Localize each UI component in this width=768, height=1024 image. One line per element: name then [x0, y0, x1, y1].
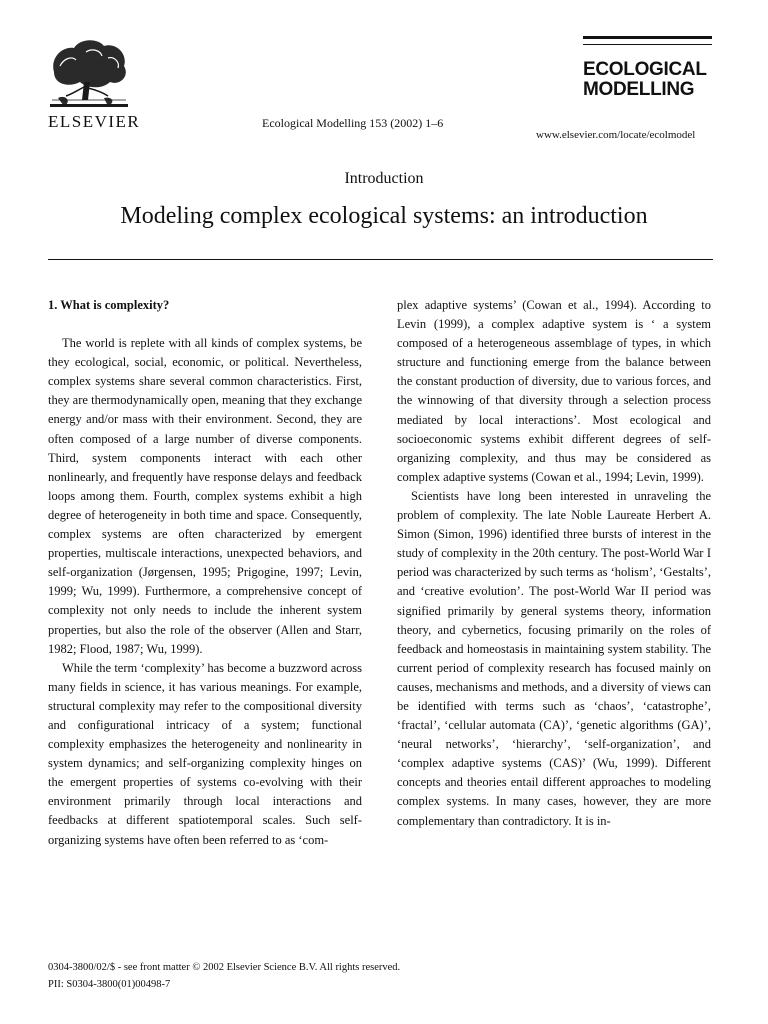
left-column: [48, 296, 362, 850]
paragraph: The world is replete with all kinds of complex systems, be they ecological, social, economic, or political. Nevertheless, complex systems share several common characteristics. First, they are thermodynamically open, meaning that they exchange energy and/or mass with their environment. Second, they are often composed of a large number of diverse components. Third, system components interact with each other nonlinearly, and frequently have response delays and feedback loops among them. Fourth, complex systems exhibit a high degree of heterogeneity in both time and space. Consequently, complex systems are often characterized by emergent properties, multiscale interactions, unexpected behaviors, and self-organization (Jørgensen, 1995; Prigogine, 1997; Levin, 1999; Wu, 1999). Furthermore, a comprehensive concept of complexity not only needs to include the inherent system properties, but also the role of the observer (Allen and Starr, 1982; Flood, 1987; Wu, 1999).: [48, 336, 362, 656]
journal-title-rule: [583, 36, 712, 39]
journal-title: [583, 60, 743, 100]
article-title: Modeling complex ecological systems: an introduction: [120, 203, 648, 229]
publisher-wordmark: ELSEVIER: [48, 112, 141, 131]
journal-title-line: MODELLING: [583, 79, 695, 100]
footer: [48, 959, 400, 993]
copyright-line: 0304-3800/02/$ - see front matter © 2002 Elsevier Science B.V. All rights reserved.: [48, 962, 401, 973]
journal-title-rule-thin: [583, 44, 712, 45]
journal-title-line: ECOLOGICAL: [583, 59, 707, 80]
section-heading: 1. What is complexity?: [48, 298, 170, 312]
journal-url[interactable]: www.elsevier.com/locate/ecolmodel: [536, 129, 696, 141]
elsevier-tree-logo: [46, 36, 132, 112]
paragraph: Scientists have long been interested in unraveling the problem of complexity. The late Noble Laureate Herbert A. Simon (Simon, 1996) identified three bursts of interest in the study of complexity in the 20th century. The post-World War I period was characterized by such terms as ‘holism’, ‘Gestalts’, and ‘creative evolution’. The post-World War II period was signified primarily by general systems theory, information theory, and cybernetics, focusing primarily on the roles of feedback and homeostasis in maintaining system stability. The current period of complexity research has focused mainly on causes, mechanisms and methods, and a diversity of views can be identified with terms such as ‘chaos’, ‘catastrophe’, ‘fractal’, ‘cellular automata (CA)’, ‘genetic algorithms (GA)’, ‘neural networks’, ‘hierarchy’, ‘self-organization’, and ‘complex adaptive systems (CAS)’ (Wu, 1999). Different concepts and theories entail different approaches to modeling complex systems. In many cases, however, they are more complementary than contradictory. It is in-: [397, 488, 711, 828]
right-column: [397, 296, 711, 831]
title-divider: [48, 259, 713, 260]
paragraph: plex adaptive systems’ (Cowan et al., 1994). According to Levin (1999), a complex adaptive system is ‘ a system composed of a heterogeneous assemblage of types, in which structure and functioning emerge from the balance between the constant production of diversity, due to various forces, and the winnowing of that diversity through a selection process mediated by local interactions’. Most ecological and socioeconomic systems exhibit different degrees of self-organizing complexity, and thus may be considered as complex adaptive systems (Cowan et al., 1994; Levin, 1999).: [397, 298, 711, 484]
section-label: Introduction: [344, 170, 424, 187]
journal-reference: Ecological Modelling 153 (2002) 1–6: [262, 116, 444, 130]
paragraph: While the term ‘complexity’ has become a buzzword across many fields in science, it has various meanings. For example, structural complexity may refer to the compositional diversity and configurational intricacy of a system; functional complexity emphasizes the heterogeneity and nonlinearity in system dynamics; and self-organizing complexity hinges on the emergent properties of systems co-evolving with their environment primarily through local interactions and feedbacks at different spatiotemporal scales. Such self-organizing systems have often been referred to as ‘com-: [48, 660, 362, 847]
pii-line: PII: S0304-3800(01)00498-7: [48, 979, 171, 990]
